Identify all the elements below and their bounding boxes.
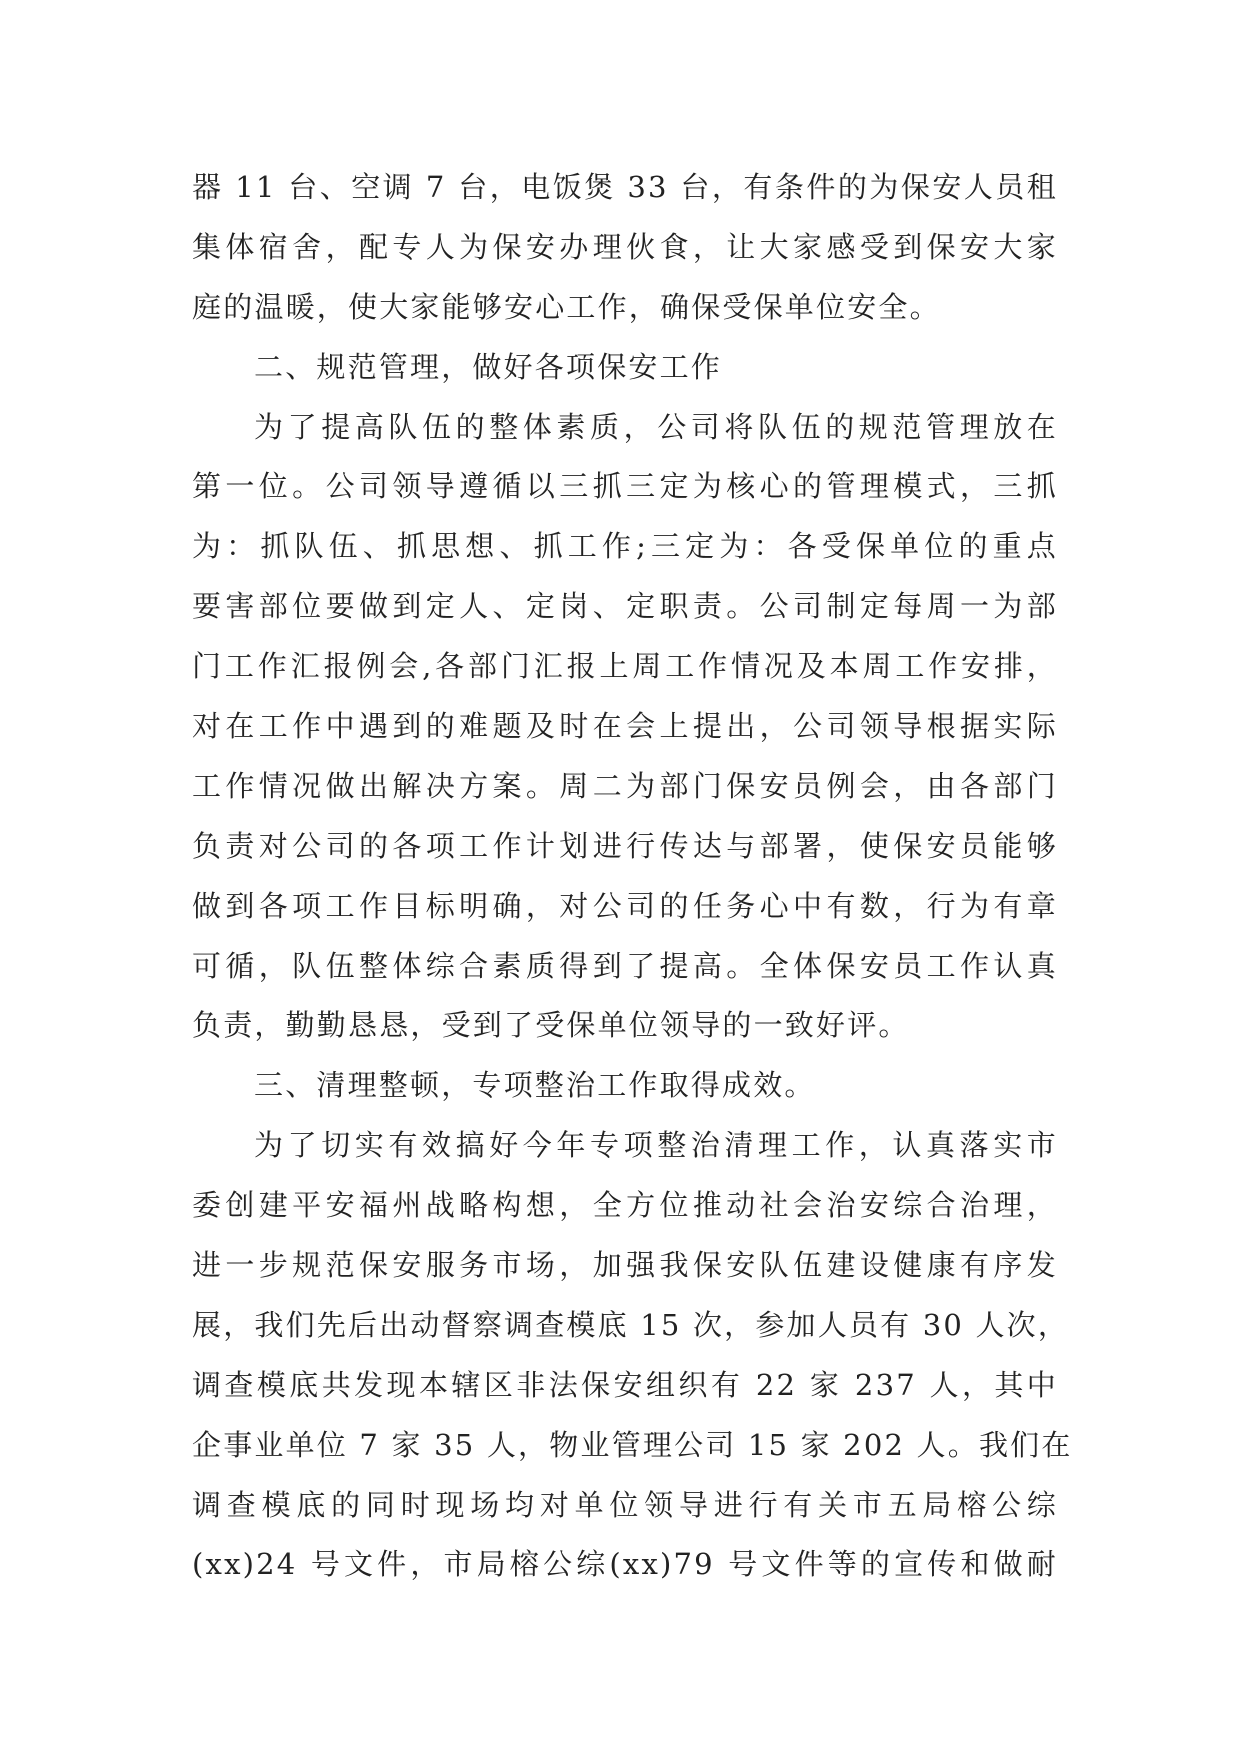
text-line: 庭的温暖，使大家能够安心工作，确保受保单位安全。 (192, 289, 941, 324)
text-line: 三、清理整顿，专项整治工作取得成效。 (254, 1068, 816, 1103)
text-line: 委创建平安福州战略构想，全方位推动社会治安综合治理， (192, 1188, 1058, 1223)
text-line: (xx)24 号文件，市局榕公综(xx)79 号文件等的宣传和做耐 (192, 1547, 1058, 1582)
text-line: 调查模底共发现本辖区非法保安组织有 22 家 237 人，其中 (192, 1367, 1058, 1402)
text-line: 二、规范管理，做好各项保安工作 (254, 349, 723, 384)
text-line: 进一步规范保安服务市场，加强我保安队伍建设健康有序发 (192, 1248, 1058, 1283)
text-line: 负责，勤勤恳恳，受到了受保单位领导的一致好评。 (192, 1008, 910, 1043)
text-line: 企事业单位 7 家 35 人，物业管理公司 15 家 202 人。我们在 (192, 1427, 1073, 1462)
text-line: 要害部位要做到定人、定岗、定职责。公司制定每周一为部 (192, 589, 1058, 624)
text-line: 集体宿舍，配专人为保安办理伙食，让大家感受到保安大家 (192, 229, 1058, 264)
text-line: 第一位。公司领导遵循以三抓三定为核心的管理模式，三抓 (192, 469, 1058, 504)
text-line: 门工作汇报例会,各部门汇报上周工作情况及本周工作安排， (192, 649, 1058, 684)
text-line: 调查模底的同时现场均对单位领导进行有关市五局榕公综 (192, 1487, 1058, 1522)
text-line: 为了切实有效搞好今年专项整治清理工作，认真落实市 (254, 1128, 1058, 1163)
text-line: 器 11 台、空调 7 台，电饭煲 33 台，有条件的为保安人员租 (192, 170, 1058, 204)
document-body (192, 158, 1073, 1595)
text-line: 做到各项工作目标明确，对公司的任务心中有数，行为有章 (192, 888, 1058, 923)
text-line: 为：抓队伍、抓思想、抓工作;三定为：各受保单位的重点 (192, 529, 1058, 564)
text-line: 对在工作中遇到的难题及时在会上提出，公司领导根据实际 (192, 709, 1058, 744)
text-line: 展，我们先后出动督察调查模底 15 次，参加人员有 30 人次， (192, 1307, 1070, 1342)
text-line: 可循，队伍整体综合素质得到了提高。全体保安员工作认真 (192, 948, 1058, 983)
text-line: 负责对公司的各项工作计划进行传达与部署，使保安员能够 (192, 828, 1058, 863)
text-line: 工作情况做出解决方案。周二为部门保安员例会，由各部门 (192, 768, 1058, 803)
text-line: 为了提高队伍的整体素质，公司将队伍的规范管理放在 (254, 409, 1058, 444)
